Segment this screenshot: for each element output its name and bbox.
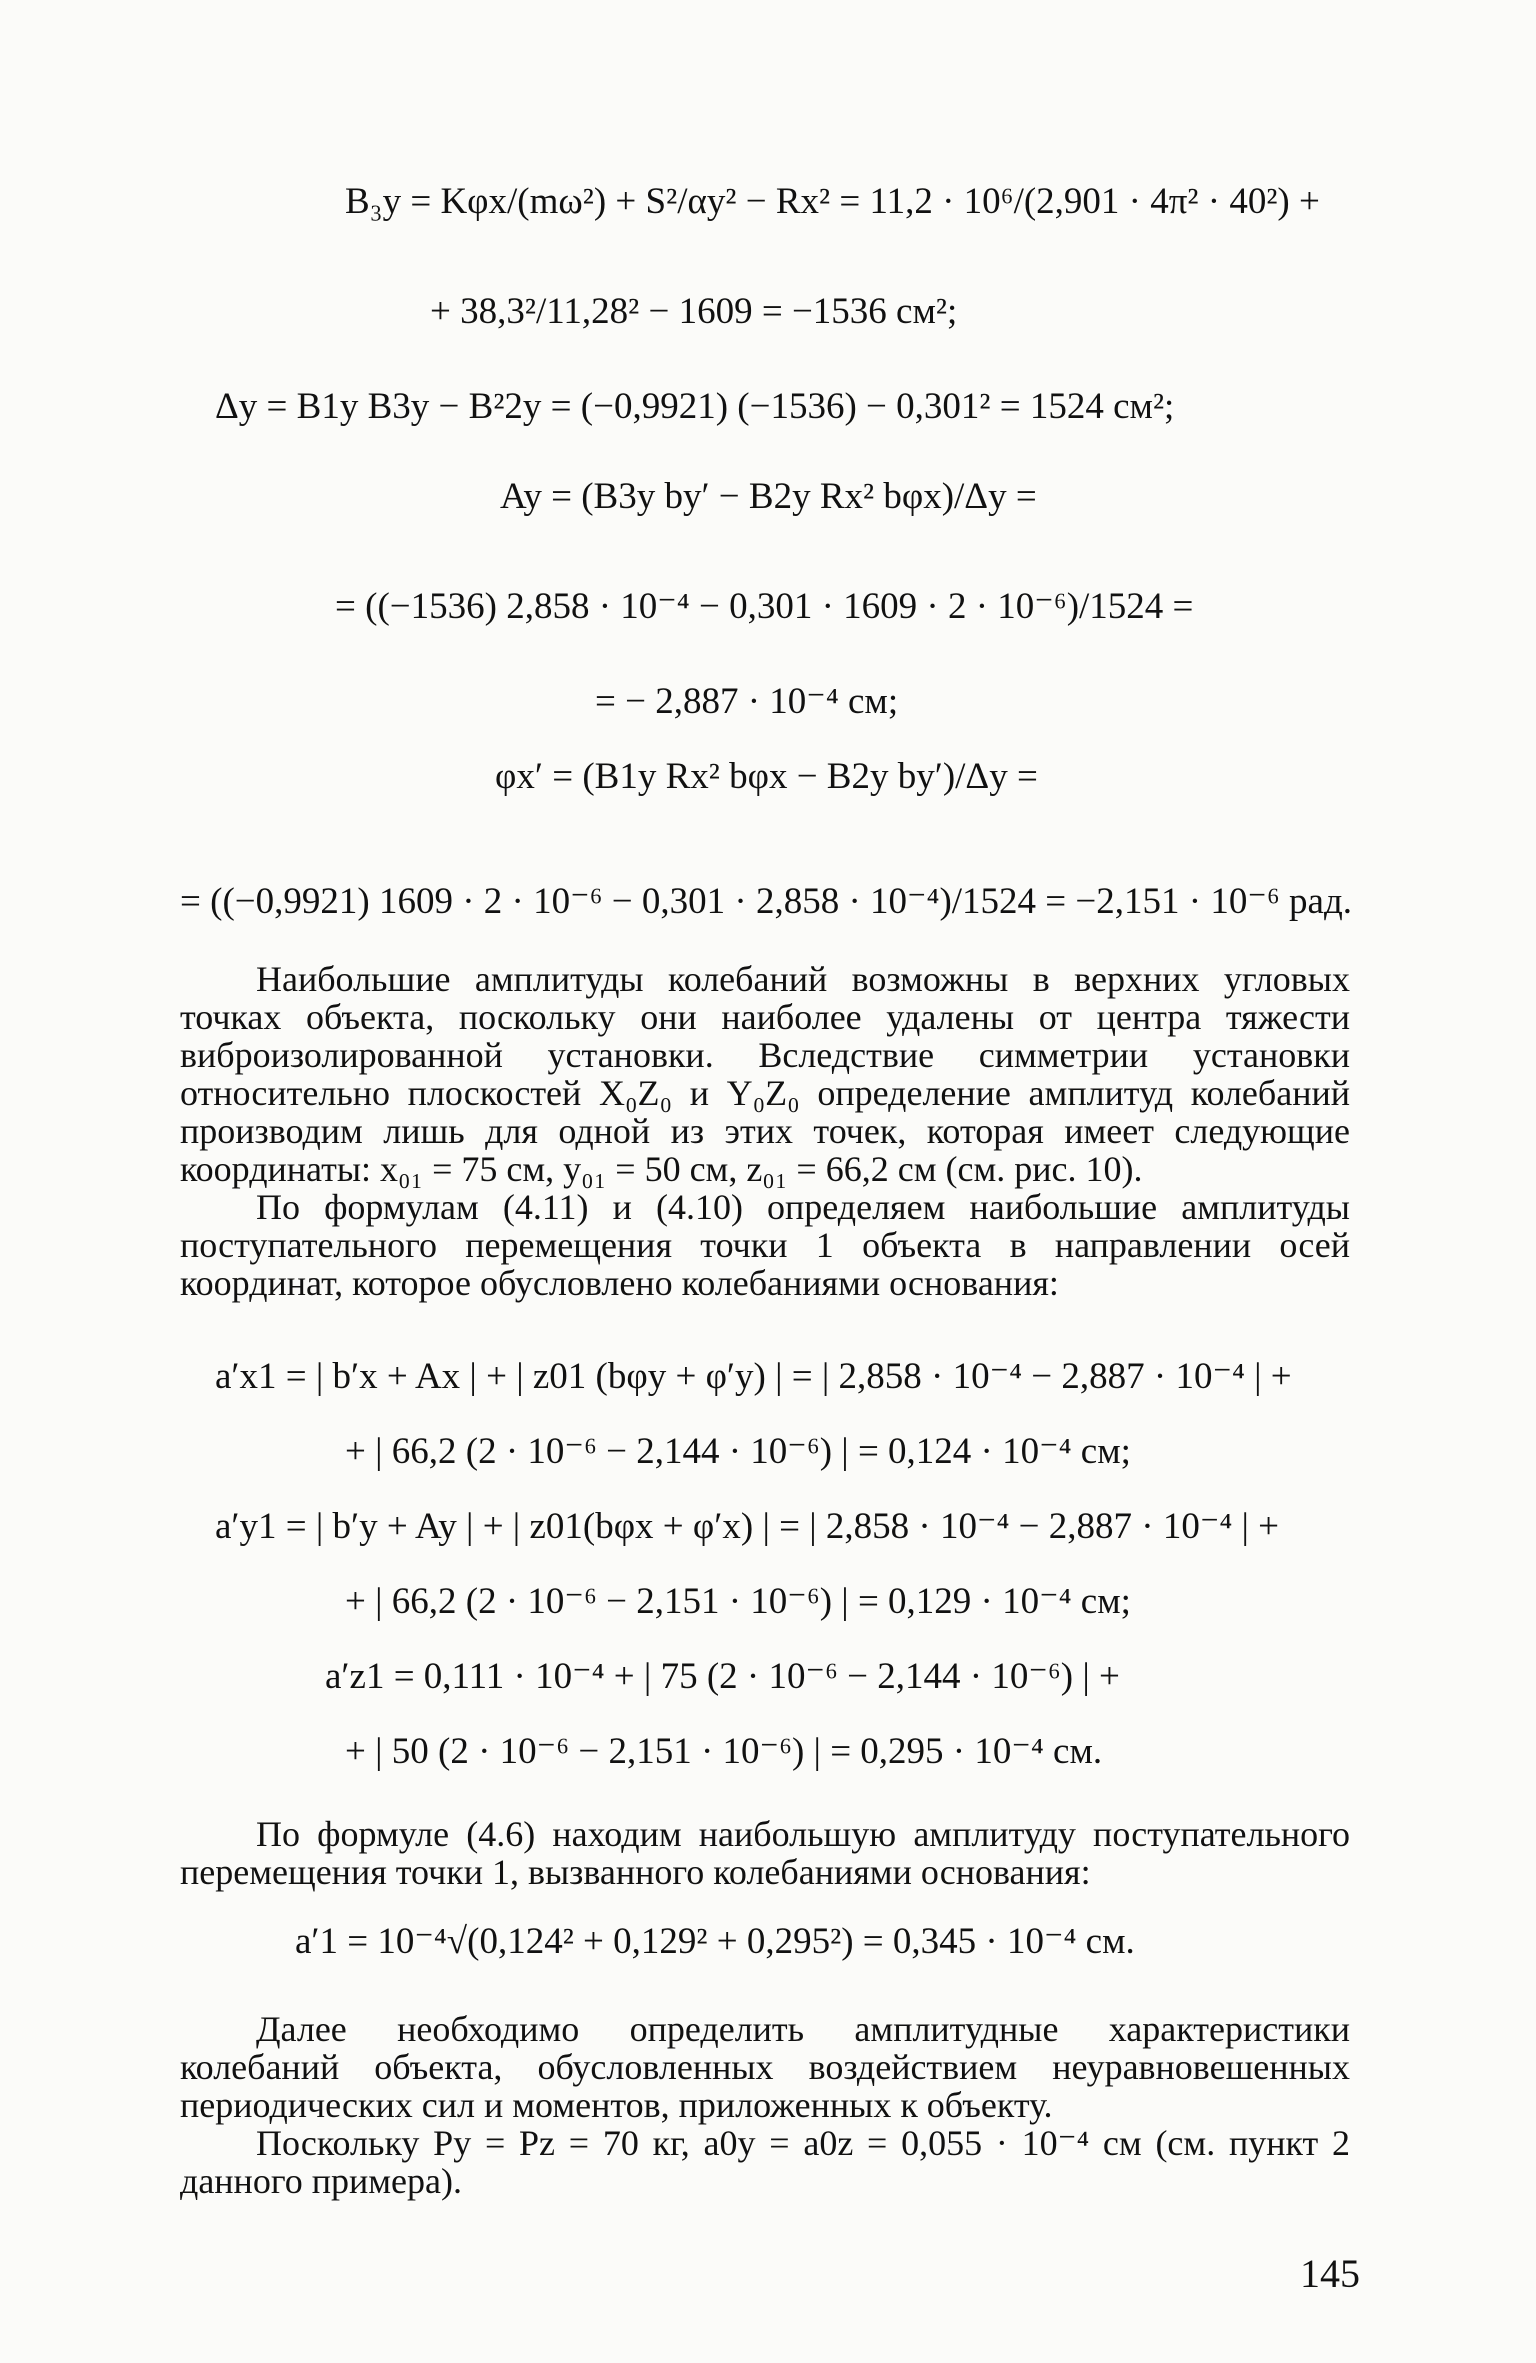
paragraph: Поскольку Py = Pz = 70 кг, a0y = a0z = 0,055 · 10⁻⁴ см (см. пункт 2 данного примера).	[180, 2123, 1350, 2201]
body-text-block	[180, 960, 1350, 1302]
equation-line: a′z1 = 0,111 · 10⁻⁴ + | 75 (2 · 10⁻⁶ − 2,144 · 10⁻⁶) | +	[325, 1656, 1120, 1697]
equation-line: a′y1 = | b′y + Ay | + | z01(bφx + φ′x) | = | 2,858 · 10⁻⁴ − 2,887 · 10⁻⁴ | +	[215, 1506, 1280, 1547]
equation-line: φx′ = (B1y Rx² bφx − B2y by′)/Δy =	[495, 756, 1038, 797]
equation-line: + | 66,2 (2 · 10⁻⁶ − 2,151 · 10⁻⁶) | = 0,129 · 10⁻⁴ см;	[345, 1581, 1131, 1622]
equation-line: Ay = (B3y by′ − B2y Rx² bφx)/Δy =	[500, 476, 1037, 517]
paragraph: По формуле (4.6) находим наибольшую амплитуду поступательного перемещения точки 1, вызванного колебаниями основания:	[180, 1814, 1350, 1892]
equation-line: + | 66,2 (2 · 10⁻⁶ − 2,144 · 10⁻⁶) | = 0,124 · 10⁻⁴ см;	[345, 1431, 1131, 1472]
paragraph: Наибольшие амплитуды колебаний возможны в верхних угловых точках объекта, поскольку они наиболее удалены от центра тяжести виброизолированной установки. Вследствие симметрии установки относительно плоскостей X₀Z₀ и Y₀Z₀ определение амплитуд колебаний производим лишь для одной из этих точек, которая имеет следующие координаты: x₀₁ = 75 см, y₀₁ = 50 см, z₀₁ = 66,2 см (см. рис. 10).	[180, 959, 1350, 1189]
body-text-block	[180, 2010, 1350, 2200]
page-number: 145	[1300, 2251, 1360, 2296]
equation-line: B₃y = Kφx/(mω²) + S²/αy² − Rx² = 11,2 · 10⁶/(2,901 · 4π² · 40²) +	[345, 181, 1320, 222]
equation-line: = ((−1536) 2,858 · 10⁻⁴ − 0,301 · 1609 · 2 · 10⁻⁶)/1524 =	[335, 586, 1194, 627]
equation-line: Δy = B1y B3y − B²2y = (−0,9921) (−1536) − 0,301² = 1524 см²;	[215, 386, 1175, 427]
equation-line: = ((−0,9921) 1609 · 2 · 10⁻⁶ − 0,301 · 2,858 · 10⁻⁴)/1524 = −2,151 · 10⁻⁶ рад.	[180, 881, 1353, 922]
equation-line: + | 50 (2 · 10⁻⁶ − 2,151 · 10⁻⁶) | = 0,295 · 10⁻⁴ см.	[345, 1731, 1103, 1772]
equation-line: = − 2,887 · 10⁻⁴ см;	[595, 681, 899, 722]
equation-line: + 38,3²/11,28² − 1609 = −1536 см²;	[430, 291, 958, 332]
equation-line: a′1 = 10⁻⁴√(0,124² + 0,129² + 0,295²) = 0,345 · 10⁻⁴ см.	[295, 1921, 1135, 1962]
paragraph: По формулам (4.11) и (4.10) определяем наибольшие амплитуды поступательного перемещения точки 1 объекта в направлении осей координат, которое обусловлено колебаниями основания:	[180, 1187, 1350, 1303]
body-text-block	[180, 1815, 1350, 1891]
equation-line: a′x1 = | b′x + Ax | + | z01 (bφy + φ′y) | = | 2,858 · 10⁻⁴ − 2,887 · 10⁻⁴ | +	[215, 1356, 1292, 1397]
paragraph: Далее необходимо определить амплитудные характеристики колебаний объекта, обусловленных воздействием неуравновешенных периодических сил и моментов, приложенных к объекту.	[180, 2009, 1350, 2125]
